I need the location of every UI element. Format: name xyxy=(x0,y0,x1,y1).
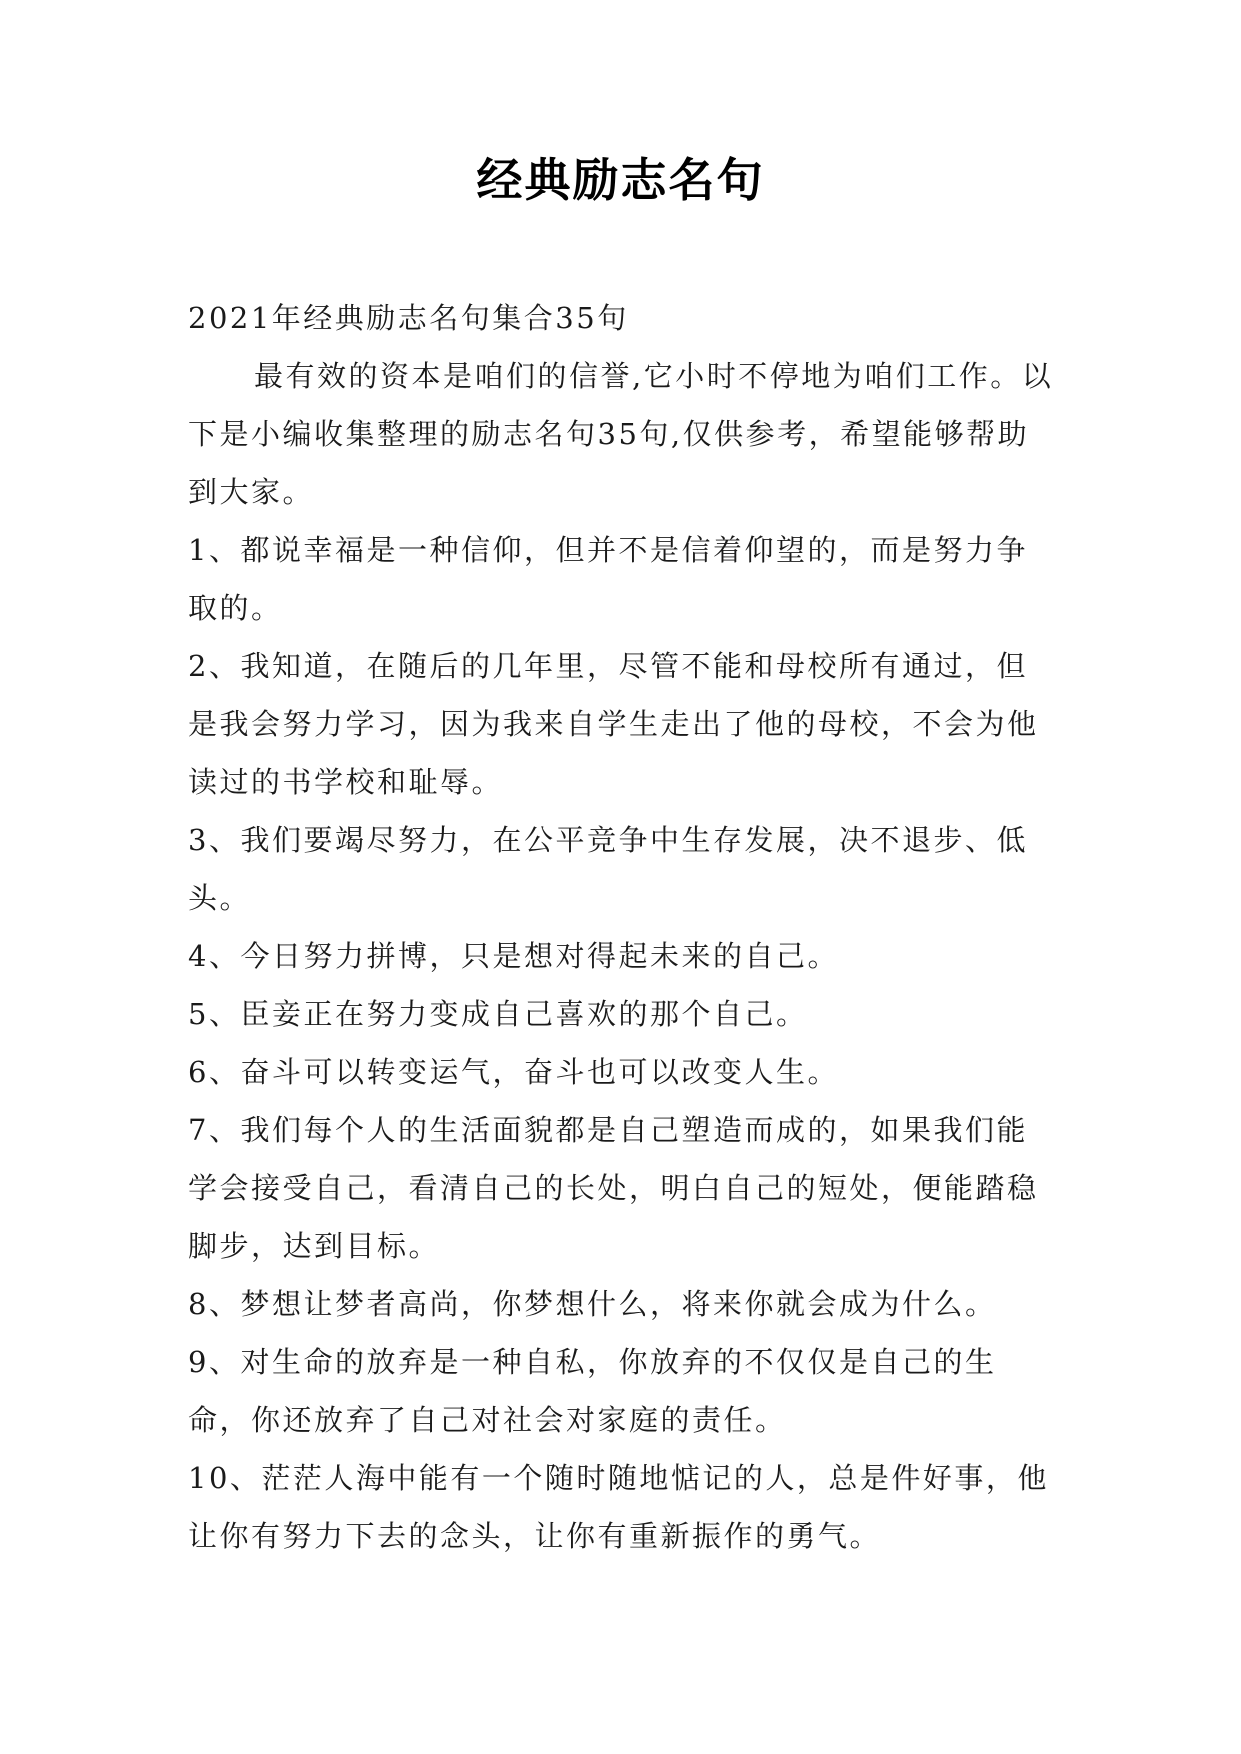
quote-item-8: 8、梦想让梦者高尚，你梦想什么，将来你就会成为什么。 xyxy=(188,1287,997,1321)
intro-paragraph: 最有效的资本是咱们的信誉,它小时不停地为咱们工作。以下是小编收集整理的励志名句35句,仅供参考，希望能够帮助到大家。 xyxy=(188,359,1054,509)
quote-item-5: 5、臣妾正在努力变成自己喜欢的那个自己。 xyxy=(188,997,808,1031)
quote-item-9: 9、对生命的放弃是一种自私，你放弃的不仅仅是自己的生命，你还放弃了自己对社会对家庭的责任。 xyxy=(188,1345,997,1437)
quote-item-10: 10、茫茫人海中能有一个随时随地惦记的人，总是件好事，他让你有努力下去的念头，让你有重新振作的勇气。 xyxy=(188,1461,1049,1553)
document-subtitle: 2021年经典励志名句集合35句 xyxy=(188,301,629,335)
quote-item-1: 1、都说幸福是一种信仰，但并不是信着仰望的，而是努力争取的。 xyxy=(188,533,1028,625)
quote-item-6: 6、奋斗可以转变运气，奋斗也可以改变人生。 xyxy=(188,1055,839,1089)
quote-item-3: 3、我们要竭尽努力，在公平竞争中生存发展，决不退步、低头。 xyxy=(188,823,1028,915)
quote-item-7: 7、我们每个人的生活面貌都是自己塑造而成的，如果我们能学会接受自己，看清自己的长处，明白自己的短处，便能踏稳脚步，达到目标。 xyxy=(188,1113,1039,1263)
quote-item-4: 4、今日努力拼博，只是想对得起未来的自己。 xyxy=(188,939,839,973)
document-title: 经典励志名句 xyxy=(476,153,765,207)
quote-item-2: 2、我知道，在随后的几年里，尽管不能和母校所有通过，但是我会努力学习，因为我来自学生走出了他的母校，不会为他读过的书学校和耻辱。 xyxy=(188,649,1039,799)
document-body xyxy=(188,289,1056,1565)
